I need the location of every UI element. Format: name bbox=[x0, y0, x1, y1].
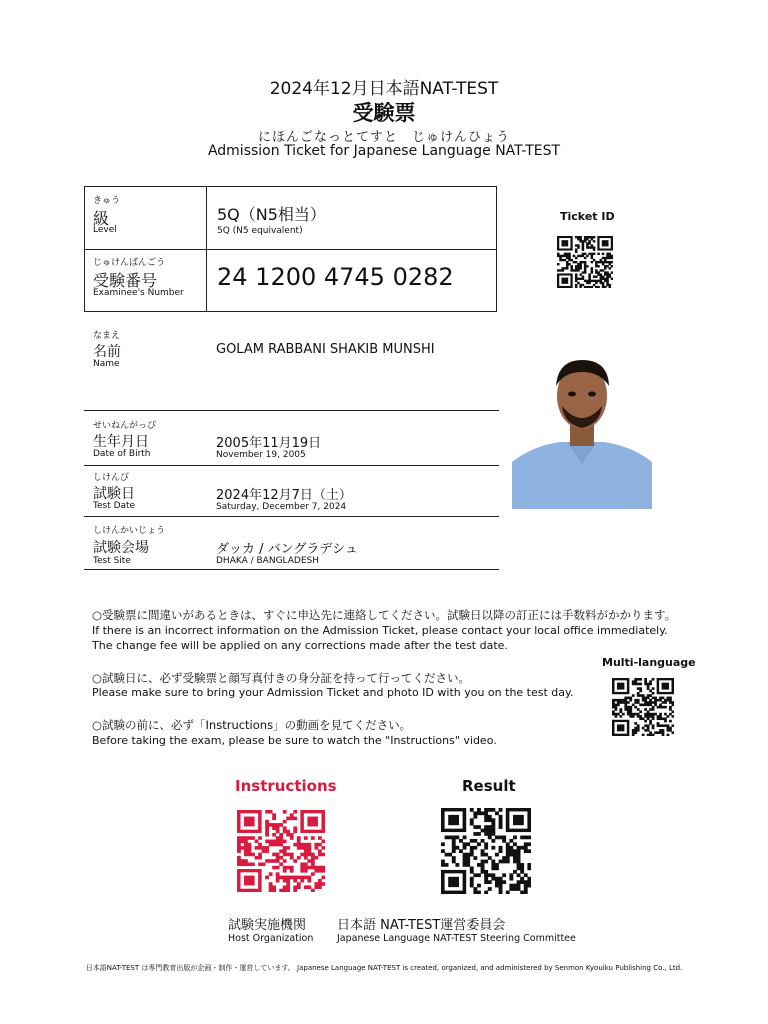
notice-2-en1: Please make sure to bring your Admission Ticket and photo ID with you on the test day. bbox=[92, 686, 574, 699]
instructions-qr-icon[interactable] bbox=[237, 810, 325, 892]
level-label: 級 bbox=[93, 209, 110, 228]
examinee-label-en: Examinee's Number bbox=[93, 288, 184, 298]
host-label: 試験実施機関 bbox=[228, 918, 307, 933]
name-label: 名前 bbox=[93, 344, 121, 360]
title-line: 2024年12月日本語NAT-TEST bbox=[269, 79, 499, 99]
result-label: Result bbox=[462, 777, 516, 795]
name-label-en: Name bbox=[93, 359, 120, 369]
notice-1-en1: If there is an incorrect information on the Admission Ticket, please contact your local office immediately. bbox=[92, 624, 668, 637]
host-label-en: Host Organization bbox=[228, 933, 314, 944]
ticket-id-qr-icon bbox=[557, 236, 613, 288]
notice-2-jp: ○試験日に、必ず受験票と顔写真付きの身分証を持って行ってください。 bbox=[92, 671, 471, 685]
test-site-ruby: しけんかいじょう bbox=[93, 526, 166, 536]
level-value-en: 5Q (N5 equivalent) bbox=[217, 226, 303, 236]
dob-value-en: November 19, 2005 bbox=[216, 450, 306, 460]
instructions-label: Instructions bbox=[235, 777, 337, 795]
ticket-id-label: Ticket ID bbox=[560, 210, 615, 223]
footer-credit: 日本語NAT-TEST は専門教育出版が企画・制作・運営しています。 Japanese Language NAT-TEST is created, organized, and administered by Senmon Kyouiku Publishing Co., Ltd. bbox=[85, 964, 683, 972]
level-examinee-box bbox=[84, 186, 497, 312]
examinee-ruby: じゅけんばんごう bbox=[93, 258, 166, 268]
notice-1-en2: The change fee will be applied on any corrections made after the test date. bbox=[92, 639, 508, 652]
test-date-value-en: Saturday, December 7, 2024 bbox=[216, 502, 347, 512]
level-value: 5Q（N5相当） bbox=[217, 205, 326, 224]
level-label-en: Level bbox=[93, 225, 117, 235]
examinee-number: 24 1200 4745 0282 bbox=[217, 263, 454, 291]
level-ruby: きゅう bbox=[93, 196, 121, 206]
multi-language-label: Multi-language bbox=[602, 656, 696, 669]
name-ruby: なまえ bbox=[93, 331, 121, 341]
dob-ruby: せいねんがっぴ bbox=[93, 421, 157, 431]
host-value-en: Japanese Language NAT-TEST Steering Committee bbox=[337, 933, 576, 944]
title-en: Admission Ticket for Japanese Language NAT-TEST bbox=[207, 143, 561, 159]
dob-label-en: Date of Birth bbox=[93, 449, 151, 459]
test-site-label-en: Test Site bbox=[93, 556, 131, 566]
dob-label: 生年月日 bbox=[93, 434, 149, 450]
result-qr-icon[interactable] bbox=[441, 808, 531, 894]
test-date-value: 2024年12月7日（土） bbox=[216, 488, 352, 503]
name-value: GOLAM RABBANI SHAKIB MUNSHI bbox=[216, 342, 435, 357]
test-date-label: 試験日 bbox=[93, 486, 135, 502]
host-value: 日本語 NAT-TEST運営委員会 bbox=[337, 918, 506, 933]
examinee-label: 受験番号 bbox=[93, 271, 158, 290]
test-date-ruby: しけんび bbox=[93, 473, 130, 483]
notice-1-jp: ○受験票に間違いがあるときは、すぐに申込先に連絡してください。試験日以降の訂正には手数料がかかります。 bbox=[92, 608, 677, 622]
dob-value: 2005年11月19日 bbox=[216, 436, 322, 451]
test-site-value-en: DHAKA / BANGLADESH bbox=[216, 556, 320, 566]
title-kana: にほんごなっとてすと じゅけんひょう bbox=[257, 130, 510, 145]
notice-3-jp: ○試験の前に、必ず「Instructions」の動画を見てください。 bbox=[92, 718, 412, 732]
notice-3-en1: Before taking the exam, please be sure to watch the "Instructions" video. bbox=[92, 734, 497, 747]
test-site-label: 試験会場 bbox=[93, 540, 149, 556]
title-main: 受験票 bbox=[352, 101, 416, 125]
examinee-photo bbox=[512, 354, 652, 509]
test-site-value: ダッカ / バングラデシュ bbox=[216, 542, 358, 557]
test-date-label-en: Test Date bbox=[93, 501, 136, 511]
multi-language-qr-icon[interactable] bbox=[612, 678, 674, 736]
